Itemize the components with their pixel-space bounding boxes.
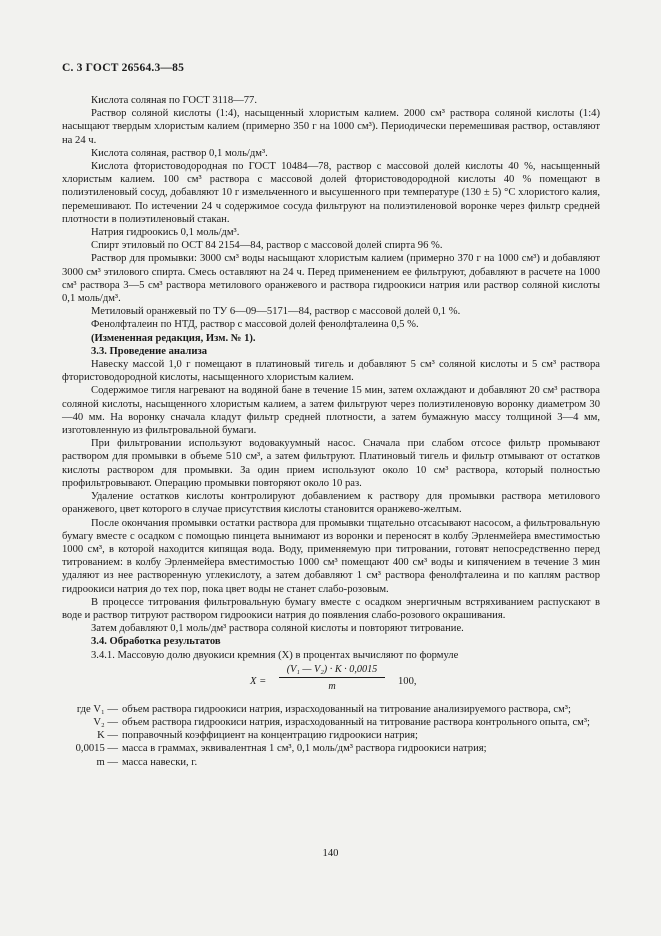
formula-multiplier: 100, (398, 675, 417, 687)
definition-text: масса в граммах, эквивалентная 1 см³, 0,1 моль/дм³ раствора гидроокиси натрия; (122, 743, 487, 755)
definition-row (62, 756, 600, 769)
page-number: 140 (322, 848, 339, 859)
section-heading: 3.3. Проведение анализа (91, 345, 207, 357)
paragraph: Натрия гидроокись 0,1 моль/дм³. (91, 227, 240, 239)
paragraph: Кислота соляная, раствор 0,1 моль/дм³. (91, 147, 268, 159)
definition-text: поправочный коэффициент на концентрацию гидроокиси натрия; (122, 730, 418, 742)
definition-row (62, 703, 600, 716)
paragraph: После окончания промывки остатки раствора для промывки тщательно отсасывают насосом, а фильтровальную бумагу вместе с осадком с помощью пинцета вынимают из воронки и переносят в колбу Эрленмейера вместимостью 1000 см³, в которой находится кипящая вода. Воду, применяемую при титровании, готовят непосредственно перед титрованием: в колбу Эрленмейера вместимостью 1000 см³ помещают 400 см³ воды и кипячением в течение 3 мин удаляют из нее растворенную углекислоту, а затем добавляют 1 см³ раствора фенолфталеина и по каплям раствор гидроокиси натрия до тех пор, пока цвет воды не станет слабо-розовым. (62, 517, 600, 595)
paragraph: Спирт этиловый по ОСТ 84 2154—84, раствор с массовой долей спирта 96 %. (91, 240, 443, 252)
paragraph: При фильтровании используют водовакуумный насос. Сначала при слабом отсосе фильтр промывают раствором для промывки в объеме 510 см³, а затем фильтруют. Платиновый тигель и фильтр отмывают от остатков кислоты раствором для промывки. За один прием используют около 10 см³ раствора, который полностью профильтровывают. Операцию промывки повторяют около 10 раз. (62, 438, 600, 489)
variable-definitions (62, 703, 600, 769)
paragraph: Раствор для промывки: 3000 см³ воды насыщают хлористым калием (примерно 370 г на 1000 см³) и добавляют 3000 см³ этилового спирта. Смесь оставляют на 24 ч. Перед применением ее фильтруют, добавляют в расчете на 1000 см³ раствора 3—5 см³ раствора метилового оранжевого и раствора гидроокиси натрия или раствор соляной кислоты 0,1 моль/дм³. (62, 253, 600, 305)
definition-text: масса навески, г. (122, 756, 198, 768)
definition-symbol: 0,0015 — (75, 743, 118, 755)
definition-symbol: m — (96, 756, 118, 768)
paragraph: Навеску массой 1,0 г помещают в платиновый тигель и добавляют 5 см³ соляной кислоты и 5 см³ раствора фтористоводородной кислоты, насыщенного хлористым калием. (62, 359, 600, 384)
definition-symbol: V₂ — (93, 716, 118, 728)
formula-numerator: (V₁ — V₂) · K · 0,0015 (279, 663, 385, 678)
formula-fraction (279, 663, 385, 693)
paragraph: Метиловый оранжевый по ТУ 6—09—5171—84, раствор с массовой долей 0,1 %. (91, 306, 461, 318)
amendment-note: (Измененная редакция, Изм. № 1). (91, 332, 256, 344)
document-body (62, 94, 600, 769)
definition-symbol: K — (97, 730, 118, 742)
paragraph: В процессе титрования фильтровальную бумагу вместе с осадком энергичным встряхиванием распускают в воде и раствор титруют раствором гидроокиси натрия до появления слабо-розового окрашивания. (62, 596, 600, 621)
formula-lhs: X = (250, 675, 267, 687)
definition-row (62, 729, 600, 742)
paragraph: Затем добавляют 0,1 моль/дм³ раствора соляной кислоты и повторяют титрование. (91, 623, 464, 635)
definition-text: объем раствора гидроокиси натрия, израсходованный на титрование раствора контрольного опыта, см³; (122, 716, 591, 728)
formula (62, 663, 600, 701)
definition-row (62, 716, 600, 729)
paragraph: Кислота фтористоводородная по ГОСТ 10484—78, раствор с массовой долей кислоты 40 %, насыщенный хлористым калием. 100 см³ раствора с массовой долей фтористоводородной кислоты 40 % помещают в полиэтиленовый сосуд, добавляют 10 г измельченного и высушенного при температуре (130 ± 5) °С хлористого калия, перемешивают. По истечении 24 ч содержимое сосуда фильтруют на полиэтиленовой воронке через фильтр средней плотности в полиэтиленовый стакан. (62, 161, 600, 225)
definition-symbol: где V₁ — (76, 703, 118, 715)
definition-text: объем раствора гидроокиси натрия, израсходованный на титрование анализируемого раствора, см³; (122, 703, 571, 715)
section-heading: 3.4. Обработка результатов (91, 636, 221, 648)
paragraph: Фенолфталеин по НТД, раствор с массовой долей фенолфталеина 0,5 %. (91, 319, 419, 331)
paragraph: 3.4.1. Массовую долю двуокиси кремния (X) в процентах вычисляют по формуле (91, 649, 459, 661)
formula-denominator: m (328, 680, 336, 692)
paragraph: Раствор соляной кислоты (1:4), насыщенный хлористым калием. 2000 см³ раствора соляной кислоты (1:4) насыщают твердым хлористым калием (примерно 350 г на 1000 см³). Периодически перемешивая раствор, оставляют на 24 ч. (62, 108, 600, 146)
paragraph: Содержимое тигля нагревают на водяной бане в течение 15 мин, затем охлаждают и добавляют 20 см³ раствора соляной кислоты, насыщенного хлористым калием, а затем фильтруют через полиэтиленовую воронку диаметром 30—40 мм. На воронку сначала кладут фильтр средней плотности, а затем бумажную массу толщиной 3—4 мм, изготовленную из фильтровальной бумаги. (62, 385, 600, 437)
paragraph: Кислота соляная по ГОСТ 3118—77. (91, 95, 257, 106)
definition-row (62, 742, 600, 755)
page-header: С. 3 ГОСТ 26564.3—85 (62, 62, 185, 74)
paragraph: Удаление остатков кислоты контролируют добавлением к раствору для промывки раствора метилового оранжевого, цвет которого в случае присутствия кислоты становится оранжево-желтым. (62, 491, 600, 516)
